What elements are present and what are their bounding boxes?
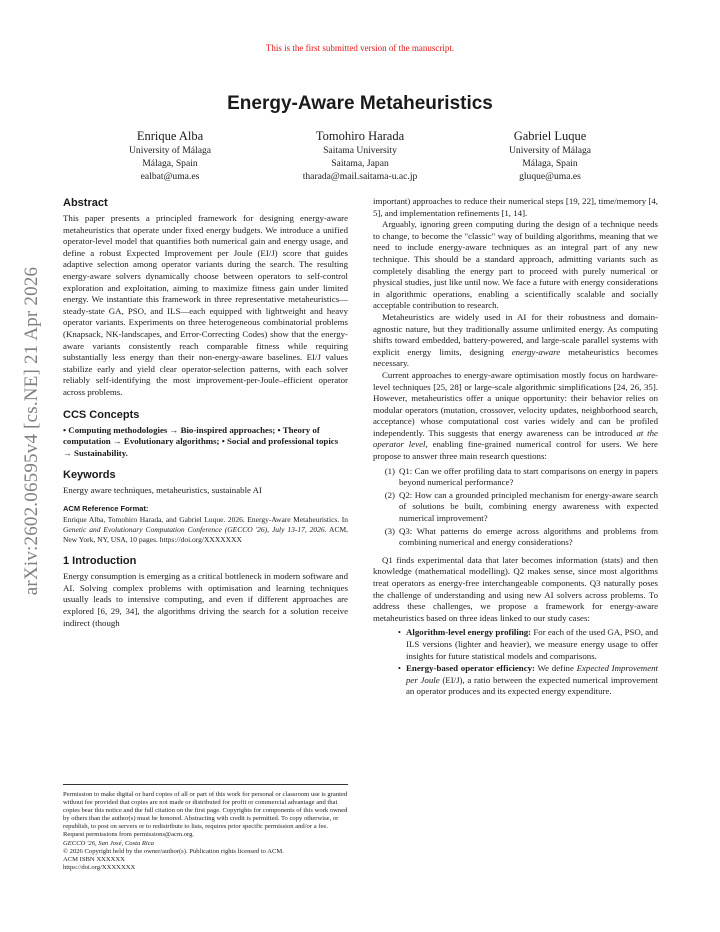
- paper-title: Energy-Aware Metaheuristics: [227, 93, 493, 114]
- author-block: [75, 128, 645, 183]
- framework-ideas-list: [373, 627, 658, 698]
- keywords-text: Energy aware techniques, metaheuristics, sustainable AI: [63, 485, 263, 496]
- acm-reference-tail: ACM, New York, NY, USA, 10 pages. https://doi.org/XXXXXXX: [63, 525, 348, 544]
- intro-p4-emphasis: at the operator level,: [373, 427, 658, 450]
- idea-text-start: We define: [535, 663, 577, 674]
- author-location: Málaga, Spain: [142, 158, 198, 169]
- list-item: [373, 663, 658, 698]
- author-email[interactable]: tharada@mail.saitama-u.ac.jp: [302, 171, 418, 182]
- ccs-heading: CCS Concepts: [63, 408, 140, 421]
- author-location: Málaga, Spain: [522, 158, 578, 169]
- permission-copyright: © 2026 Copyright held by the owner/author(s). Publication rights licensed to ACM.: [63, 847, 284, 855]
- bullet-icon: •: [397, 663, 401, 674]
- intro-p4-start: Current approaches to energy-aware optimisation mostly focus on hardware-level techniques [25, 28] or large-scale algorithmic simplifications [24, 26, 35]. However, metaheuristics offer a unique opportunity: their behavior relies on modular operators (mutation, crossover, velocity updates, neighborhood search, acceptance) whose computational cost varies widely and can be profiled independently. This suggests that energy awareness can be introduced: [373, 369, 658, 438]
- idea-lead: Algorithm-level energy profiling:: [406, 627, 532, 638]
- permission-doi[interactable]: https://doi.org/XXXXXXX: [63, 863, 136, 871]
- question-text: Q3: What patterns do emerge across algorithms and problems from combining numerical and energy considerations?: [399, 525, 658, 548]
- acm-reference-heading: ACM Reference Format:: [63, 503, 149, 513]
- author-affiliation: Saitama University: [323, 145, 397, 156]
- intro-paragraph-5: Q1 finds experimental data that later becomes information (stats) and then knowledge (mathematical modelling). Q2 makes sense, since most algorithms treat operators as energy-free interchangeable components. Q3 naturally poses the challenge of understanding and using new AI solvers across problems. To address these challenges, we propose a framework for energy-aware metaheuristics based on three ideas linked to our study cases:: [373, 554, 658, 623]
- question-number: (3): [384, 525, 395, 536]
- author-email[interactable]: gluque@uma.es: [519, 171, 581, 182]
- question-number: (1): [384, 465, 395, 476]
- research-questions-list: [373, 466, 658, 549]
- idea-text: (EI/J), a ratio between the expected numerical improvement an operator produces and its expected energy expenditure.: [406, 674, 658, 697]
- idea-lead: Energy-based operator efficiency:: [406, 663, 535, 674]
- author-name: Tomohiro Harada: [315, 129, 405, 143]
- keywords-heading: Keywords: [63, 469, 116, 482]
- intro-paragraph-2: Arguably, ignoring green computing during the design of a technique needs to change, to become the "classic" way of building algorithms, meaning that we need to include energy-aware techniques as an integral part of any new technique. This should be a standard approach, admitting variants such as completely disabling the energy part to proceed with purely numerical or physical studies, just like until now. We face a future with energy considerations in algorithmic operations, enabling a scientifically scalable and socially acceptable contribution to research.: [373, 219, 658, 311]
- acm-reference-venue: Genetic and Evolutionary Computation Conference (GECCO '26), July 13-17, 2026.: [63, 525, 327, 535]
- list-item: [373, 466, 658, 489]
- intro-paragraph-3: [373, 312, 658, 370]
- abstract-heading: Abstract: [63, 197, 108, 209]
- permission-venue: GECCO '26, San José, Costa Rica: [63, 839, 154, 847]
- idea-text: For each of the used GA, PSO, and ILS versions (lighter and heavier), we measure energy usage to offer insights for future statistical models and comparisons.: [406, 627, 658, 661]
- permission-isbn: ACM ISBN XXXXXX: [63, 855, 125, 863]
- idea-emphasis: Expected Improvement per Joule: [406, 663, 658, 685]
- list-item: [373, 526, 658, 549]
- left-column: [63, 196, 348, 629]
- list-item: [373, 490, 658, 525]
- author-location: Saitama, Japan: [331, 158, 389, 169]
- submission-notice: This is the first submitted version of the manuscript.: [265, 43, 455, 53]
- question-text: Q2: How can a grounded principled mechanism for energy-aware search of solutions be built, combining energy awareness with expected numerical improvement?: [399, 489, 658, 524]
- author-affiliation: University of Málaga: [128, 145, 212, 156]
- intro-paragraph-1: Energy consumption is emerging as a critical bottleneck in modern software and AI. Solving complex problems with optimisation and learning techniques usually leads to intensive computing, and even if different approaches are explored [6, 29, 34], the algorithms driving the search for a solution receive indirect (though: [63, 571, 348, 628]
- abstract-text: This paper presents a principled framework for designing energy-aware metaheuristics that operate under fixed energy budgets. We introduce a unified operator-level model that quantifies both numerical gain and energy usage, and define a robust Expected Improvement per Joule (EI/J) score that guides adaptive selection among operator variants during the search. The resulting energy-aware solvers dynamically choose between operators to self-control exploration and exploitation, aiming to maximize fitness gain under limited energy. We instantiate this framework in three representative metaheuristics—steady-state GA, PSO, and ILS—each equipped with lightweight and heavy operator variants. Experiments on three heterogeneous combinatorial problems (Knapsack, NK-landscapes, and Error-Correcting Codes) show that the energy-aware variants consistently reach comparable fitness while requiring substantially less energy than their non-energy-aware baselines. EI/J values stabilize early and yield clear operator-selection patterns, with each solver reliably self-identifying the most improvement-per-Joule–efficient operator across problems.: [63, 213, 348, 397]
- intro-heading: 1 Introduction: [63, 555, 137, 568]
- author-3: [455, 128, 645, 183]
- intro-p3-start: Metaheuristics are widely used in AI for their robustness and domain-agnostic nature, but they traditionally assume unlimited energy. As computing shifts toward embedded, battery-powered, and large-scale parallel systems with explicit energy limits, designing: [373, 311, 658, 357]
- acm-reference-authors: Enrique Alba, Tomohiro Harada, and Gabriel Luque. 2026. Energy-Aware Metaheuristics. In: [63, 515, 348, 525]
- list-item: [373, 627, 658, 662]
- bullet-icon: •: [397, 627, 401, 638]
- question-number: (2): [384, 489, 395, 500]
- author-name: Gabriel Luque: [513, 129, 587, 143]
- author-1: [75, 128, 265, 183]
- author-2: [265, 128, 455, 183]
- author-name: Enrique Alba: [136, 129, 204, 143]
- author-email[interactable]: ealbat@uma.es: [140, 171, 200, 182]
- intro-paragraph-4: [373, 370, 658, 463]
- intro-p3-end: metaheuristics becomes necessary.: [373, 346, 658, 369]
- question-text: Q1: Can we offer profiling data to start comparisons on energy in papers beyond numerical performance?: [399, 465, 658, 488]
- arxiv-identifier: arXiv:2602.06595v4 [cs.NE] 21 Apr 2026: [21, 266, 42, 596]
- ccs-concepts: • Computing methodologies → Bio-inspired approaches; • Theory of computation → Evolutionary algorithms; • Social and professional topics → Sustainability.: [63, 424, 339, 458]
- intro-p4-end: enabling fine-grained numerical control for users. We here propose to answer three main research questions:: [373, 439, 658, 462]
- intro-p3-emphasis: energy-aware: [511, 346, 561, 357]
- acm-reference-text: [63, 515, 348, 544]
- author-affiliation: University of Málaga: [508, 145, 592, 156]
- permission-text: Permission to make digital or hard copies of all or part of this work for personal or classroom use is granted without fee provided that copies are not made or distributed for profit or commercial advantage and that copies bear this notice and the full citation on the first page. Copyrights for components of this work owned by others than the author(s) must be honored. Abstracting with credit is permitted. To copy otherwise, or republish, to post on servers or to redistribute to lists, requires prior specific permission and/or a fee. Request permissions from permissions@acm.org.: [63, 791, 348, 839]
- right-column: [373, 196, 658, 699]
- intro-paragraph-1-continued: important) approaches to reduce their numerical steps [19, 22], time/memory [4, 5], and implementation refinements [1, 14].: [373, 196, 658, 218]
- permission-notice: [63, 784, 348, 872]
